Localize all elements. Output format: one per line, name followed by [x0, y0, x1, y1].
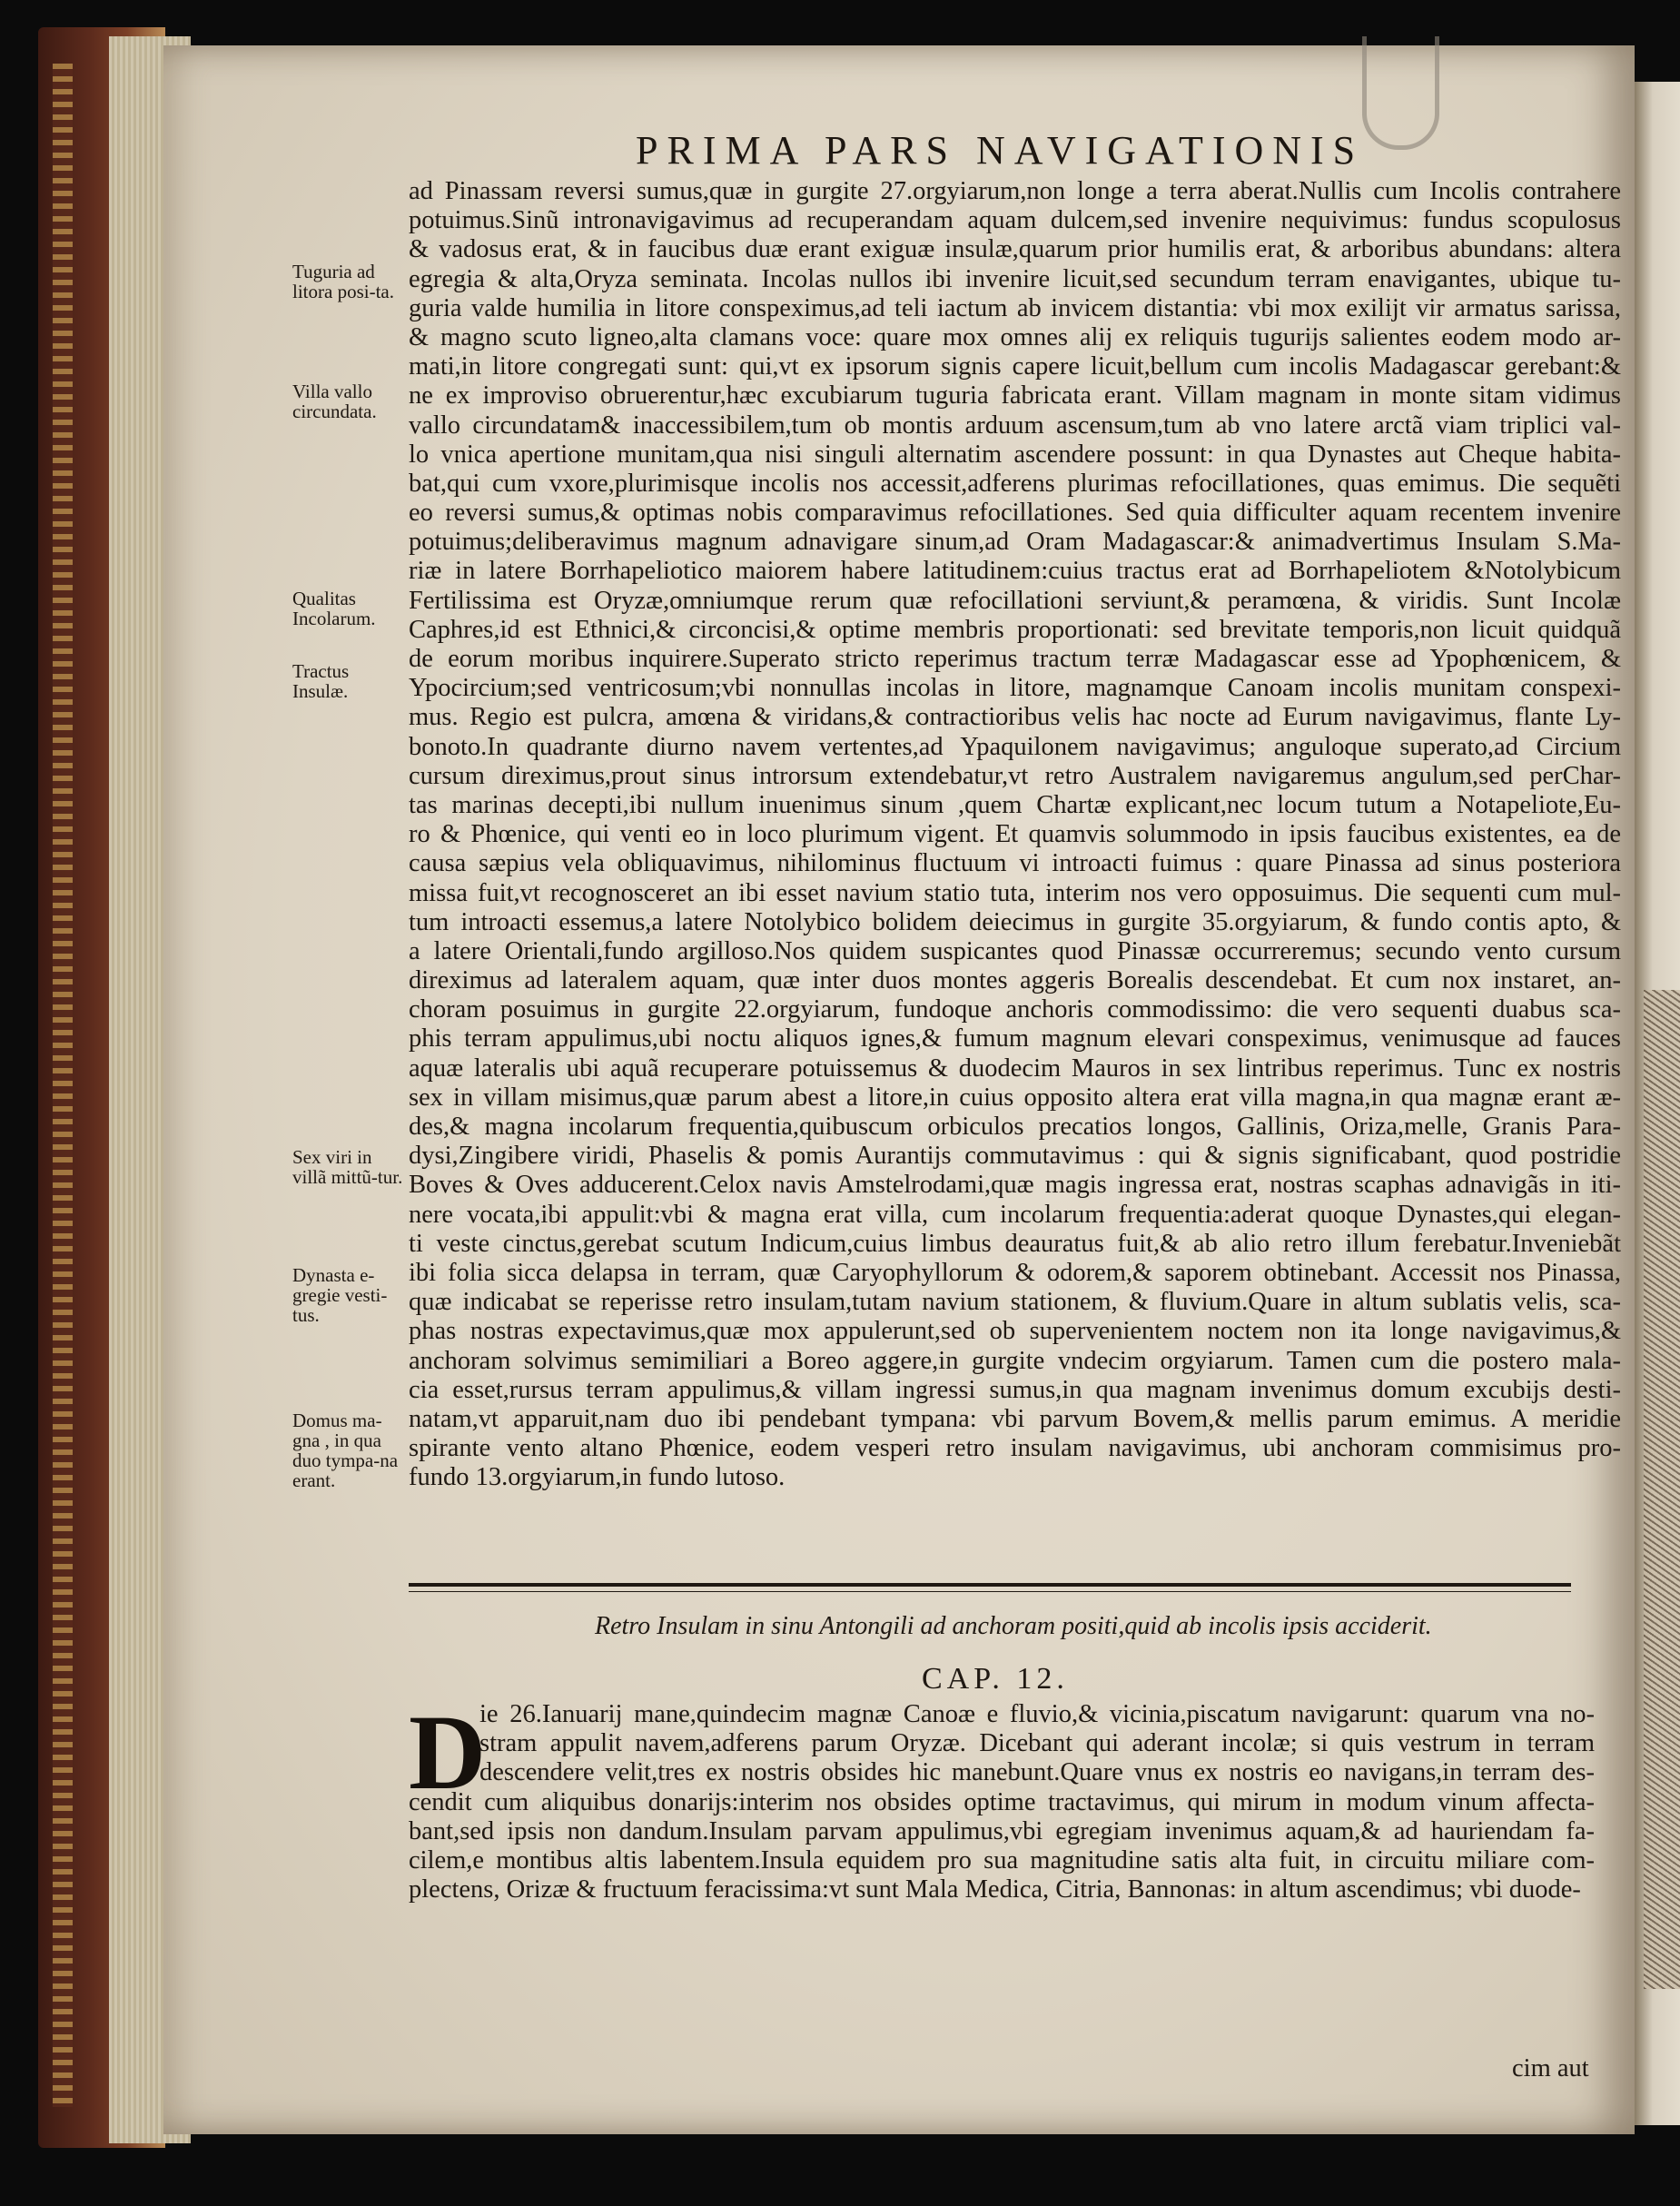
- body-line: potuimus;deliberavimus magnum adnavigare sinum,ad Oram Madagascar:& animadvertimus Insulam S.Ma-: [409, 528, 1621, 557]
- chapter-text: [409, 1693, 1595, 1904]
- chapter-line: bant,sed ipsis non dandum.Insulam parvam appulimus,vbi egregiam invenimus aquam,& ad hauriendam fa-: [409, 1816, 1595, 1845]
- body-line: de eorum moribus inquirere.Superato stricto reperimus tractum terræ Madagascar esse ad Ypophœnicem, &: [409, 645, 1621, 673]
- body-line: guria valde humilia in litore conspeximus,ad teli iactum ab invicem distantia: vbi mox exilijt vir armatus sarissa,: [409, 293, 1621, 322]
- body-line: mus. Regio est pulcra, amœna & viridans,& contractioribus velis hac nocte ad Eurum navigavimus, flante Ly-: [409, 703, 1621, 732]
- body-line: Ypocircium;sed ventricosum;vbi nonnullas incolas in litore, magnamque Canoam incolis munitam conspexi-: [409, 674, 1621, 703]
- chapter-line: stram appulit navem,adferens parum Oryzæ. Dicebant qui aderant incolæ; si quis vestrum in terram: [479, 1729, 1595, 1758]
- body-line: phas nostras expectavimus,quæ mox appulerunt,sed ob supervenientem noctem non ita longe navigavimus,&: [409, 1317, 1621, 1346]
- body-line: riæ in latere Borrhapeliotico maiorem habere latitudinem:cuius tractus erat ad Borrhapeliotem &Notolybicum: [409, 557, 1621, 586]
- body-line: Boves & Oves adducerent.Celox navis Amstelrodami,quæ magis ingressa erat, nostras scaphas adnavigãs in iti-: [409, 1171, 1621, 1200]
- engraving-fragment: [1644, 990, 1680, 1989]
- body-line: tum introacti essemus,a latere Notolybico bolidem deiecimus in gurgite 35.orgyiarum, & fundo contis apto, &: [409, 907, 1621, 936]
- body-line: cursum direximus,prout sinus introrsum extendebatur,vt retro Australem navigaremus angulum,sed perChar-: [409, 761, 1621, 790]
- body-line: eo reversi sumus,& optimas nobis comparavimus refocillationes. Sed quia difficulter aquam recentem invenire: [409, 499, 1621, 528]
- section-rule-thin: [409, 1591, 1571, 1592]
- chapter-line: ie 26.Ianuarij mane,quindecim magnæ Canoæ e fluvio,& vicinia,piscatum navigarunt: quarum vna no-: [479, 1700, 1595, 1728]
- catchword: cim aut: [1512, 2054, 1589, 2082]
- margin-note-sex-viri: Sex viri in villã mittũ-tur.: [292, 1146, 403, 1188]
- body-line: ne ex improviso obruerentur,hæc excubiarum tuguria fabricata erant. Villam magnam in monte sitam vidimus: [409, 381, 1621, 411]
- gilt-tooling-decoration: [53, 64, 73, 2107]
- body-line: phis terram appulimus,ubi noctu aliquos ignes,& fumum magnum elevari conspeximus, venimusque ad fauces: [409, 1024, 1621, 1054]
- right-page-edge: [1635, 82, 1680, 2125]
- body-text: [409, 177, 1621, 1492]
- margin-note-dynasta: Dynasta e-gregie vesti-tus.: [292, 1264, 388, 1326]
- body-line: direximus ad lateralem aquam, quæ inter duos montes aggeris Borealis descendebat. Et cum nox instaret, an-: [409, 966, 1621, 995]
- body-line: Caphres,id est Ethnici,& circoncisi,& optime membris proportionati: sed brevitate temporis,non licuit quidquã: [409, 615, 1621, 644]
- body-line: quæ indicabat se reperisse retro insulam,tutam navium stationem, & fluvium.Quare in altum sublatis velis, sca-: [409, 1288, 1621, 1317]
- body-line: lo vnica apertione munitam,qua nisi singuli alternatim ascendere possunt: in qua Dynastes aut Cheque habita-: [409, 440, 1621, 469]
- body-line: natam,vt apparuit,nam duo ibi pendebant tympana: vbi parvum Bovem,& mellis parum emimus. A meridie: [409, 1404, 1621, 1433]
- margin-note-qualitas: Qualitas Incolarum.: [292, 588, 376, 629]
- body-line: & vadosus erat, & in faucibus duæ erant exiguæ insulæ,quarum prior humilis erat, & arboribus abundans: altera: [409, 235, 1621, 264]
- running-head: PRIMA PARS NAVIGATIONIS: [636, 128, 1365, 173]
- body-line: vallo circundatam& inaccessibilem,tum ob montis arduum ascensum,tum ab vno latere arctã viam triplici val-: [409, 411, 1621, 440]
- body-line: a latere Orientali,fundo argilloso.Nos quidem suspicantes quod Pinassæ occurreremus; secundo vento cursum: [409, 936, 1621, 965]
- body-line: aquæ lateralis ubi aquã recuperare potuissemus & duodecim Mauros in sex lintribus reperimus. Tunc ex nostris: [409, 1054, 1621, 1083]
- body-line: potuimus.Sinũ intronavigavimus ad recuperandam aquam dulcem,sed invenire nequivimus: fundus scopulosus: [409, 206, 1621, 235]
- body-line: des,& magna incolarum frequentia,quibuscum orbiculos precatios longos, Gallinis, Oriza,melle, Granis Para-: [409, 1113, 1621, 1141]
- margin-note-domus: Domus ma-gna , in qua duo tympa-na erant.: [292, 1410, 399, 1491]
- body-line: nere vocata,ibi appulit:vbi & magna erat villa, cum incolarum frequentia:aderat quoque Dynastes,qui elegan-: [409, 1200, 1621, 1229]
- body-line: bat,qui cum vxore,plurimisque incolis nos accessit,adferens plurimas refocillationes, quas emimus. Die sequẽti: [409, 469, 1621, 498]
- drop-cap: D: [409, 1693, 487, 1812]
- body-line: mati,in litore congregati sunt: qui,vt ex ipsorum signis capere licuit,bellum cum incolis Madagascar gerebant:&: [409, 352, 1621, 381]
- section-rule: [409, 1583, 1571, 1587]
- chapter-line: plectens, Orizæ & fructuum feracissima:vt sunt Mala Medica, Citria, Bannonas: in altum ascendimus; vbi duode-: [409, 1875, 1581, 1904]
- body-line: ad Pinassam reversi sumus,quæ in gurgite 27.orgyiarum,non longe a terra aberat.Nullis cum Incolis contrahere: [409, 177, 1621, 205]
- body-line: anchoram solvimus semimiliari a Boreo aggere,in gurgite vndecim orgyiarum. Tamen cum die postero mala-: [409, 1346, 1621, 1375]
- body-line: tas marinas decepti,ibi nullum inuenimus sinum ,quem Chartæ explicant,nec locum tutum a Notapeliote,Eu-: [409, 790, 1621, 819]
- body-line: spirante vento altano Phœnice, eodem vesperi retro insulam navigavimus, ubi anchoram commisimus pro-: [409, 1434, 1621, 1463]
- body-line: ibi folia sicca delapsa in terram, quæ Caryophyllorum & odorem,& saporem obtinebant. Accessit nos Pinassa,: [409, 1258, 1621, 1287]
- margin-note-villa: Villa vallo circundata.: [292, 381, 377, 422]
- body-line: bonoto.In quadrante diurno navem vertentes,ad Ypaquilonem navigavimus; anguloque superato,ad Circium: [409, 732, 1621, 761]
- body-line: & magno scuto ligneo,alta clamans voce: quare mox omnes alij ex reliquis tugurijs salientes eodem modo ar-: [409, 322, 1621, 351]
- margin-note-tuguria: Tuguria ad litora posi-ta.: [292, 261, 394, 302]
- body-line: ro & Phœnice, qui venti eo in loco plurimum vigent. Et quamvis solummodo in ipsis faucibus existentes, ea de: [409, 820, 1621, 849]
- body-line: ti veste cinctus,gerebat scutum Indicum,cuius limbus deauratus fuit,& ab alio retro illum ferebatur.Inveniebãt: [409, 1229, 1621, 1258]
- body-line: causa sæpius vela obliquavimus, nihilominus fluctuum vi introacti fuimus : quare Pinassa ad sinus posteriora: [409, 849, 1621, 878]
- body-line: dysi,Zingibere viridi, Phaselis & pomis Aurantijs commutavimus : qui & signis significabant, quod postridie: [409, 1142, 1621, 1171]
- body-line: Fertilissima est Oryzæ,omniumque rerum quæ refocillationi serviunt,& peramœna, & viridis. Sunt Incolæ: [409, 586, 1621, 615]
- margin-note-tractus: Tractus Insulæ.: [292, 660, 350, 702]
- chapter-line: cendit cum aliquibus donarijs:interim nos obsides optime tractavimus, qui mirum in modum vinum affecta-: [409, 1787, 1595, 1816]
- chapter-line: descendere velit,tres ex nostris obsides hic manebunt.Quare vnus ex nostris eo navigans,in terram des-: [479, 1758, 1595, 1787]
- chapter-summary: Retro Insulam in sinu Antongili ad anchoram positi,quid ab incolis ipsis acciderit.: [595, 1612, 1432, 1640]
- chapter-line: cilem,e montibus altis labentem.Insula equidem pro sua magnitudine satis alta fuit, in circuitu miliare com-: [409, 1845, 1595, 1875]
- body-line: missa fuit,vt recognosceret an ibi esset navium statio tuta, interim nos vero opposuimus. Die sequenti cum mul-: [409, 878, 1621, 907]
- body-line: sex in villam misimus,quæ parum abest a litore,in cuius opposito altera erat villa magna,in qua magnæ erant æ-: [409, 1083, 1621, 1112]
- body-line: choram posuimus in gurgite 22.orgyiarum, fundoque anchoris commodissimo: die vero sequenti duabus sca-: [409, 995, 1621, 1024]
- body-line: cia esset,rursus terram appulimus,& villam ingressi sumus,in qua magnam invenimus domum excubijs desti-: [409, 1375, 1621, 1404]
- body-line: fundo 13.orgyiarum,in fundo lutoso.: [409, 1463, 786, 1492]
- body-line: egregia & alta,Oryza seminata. Incolas nullos ibi invenire licuit,sed secundum terram enavigantes, ubique tu-: [409, 264, 1621, 293]
- chapter-heading: CAP. 12.: [922, 1662, 1069, 1696]
